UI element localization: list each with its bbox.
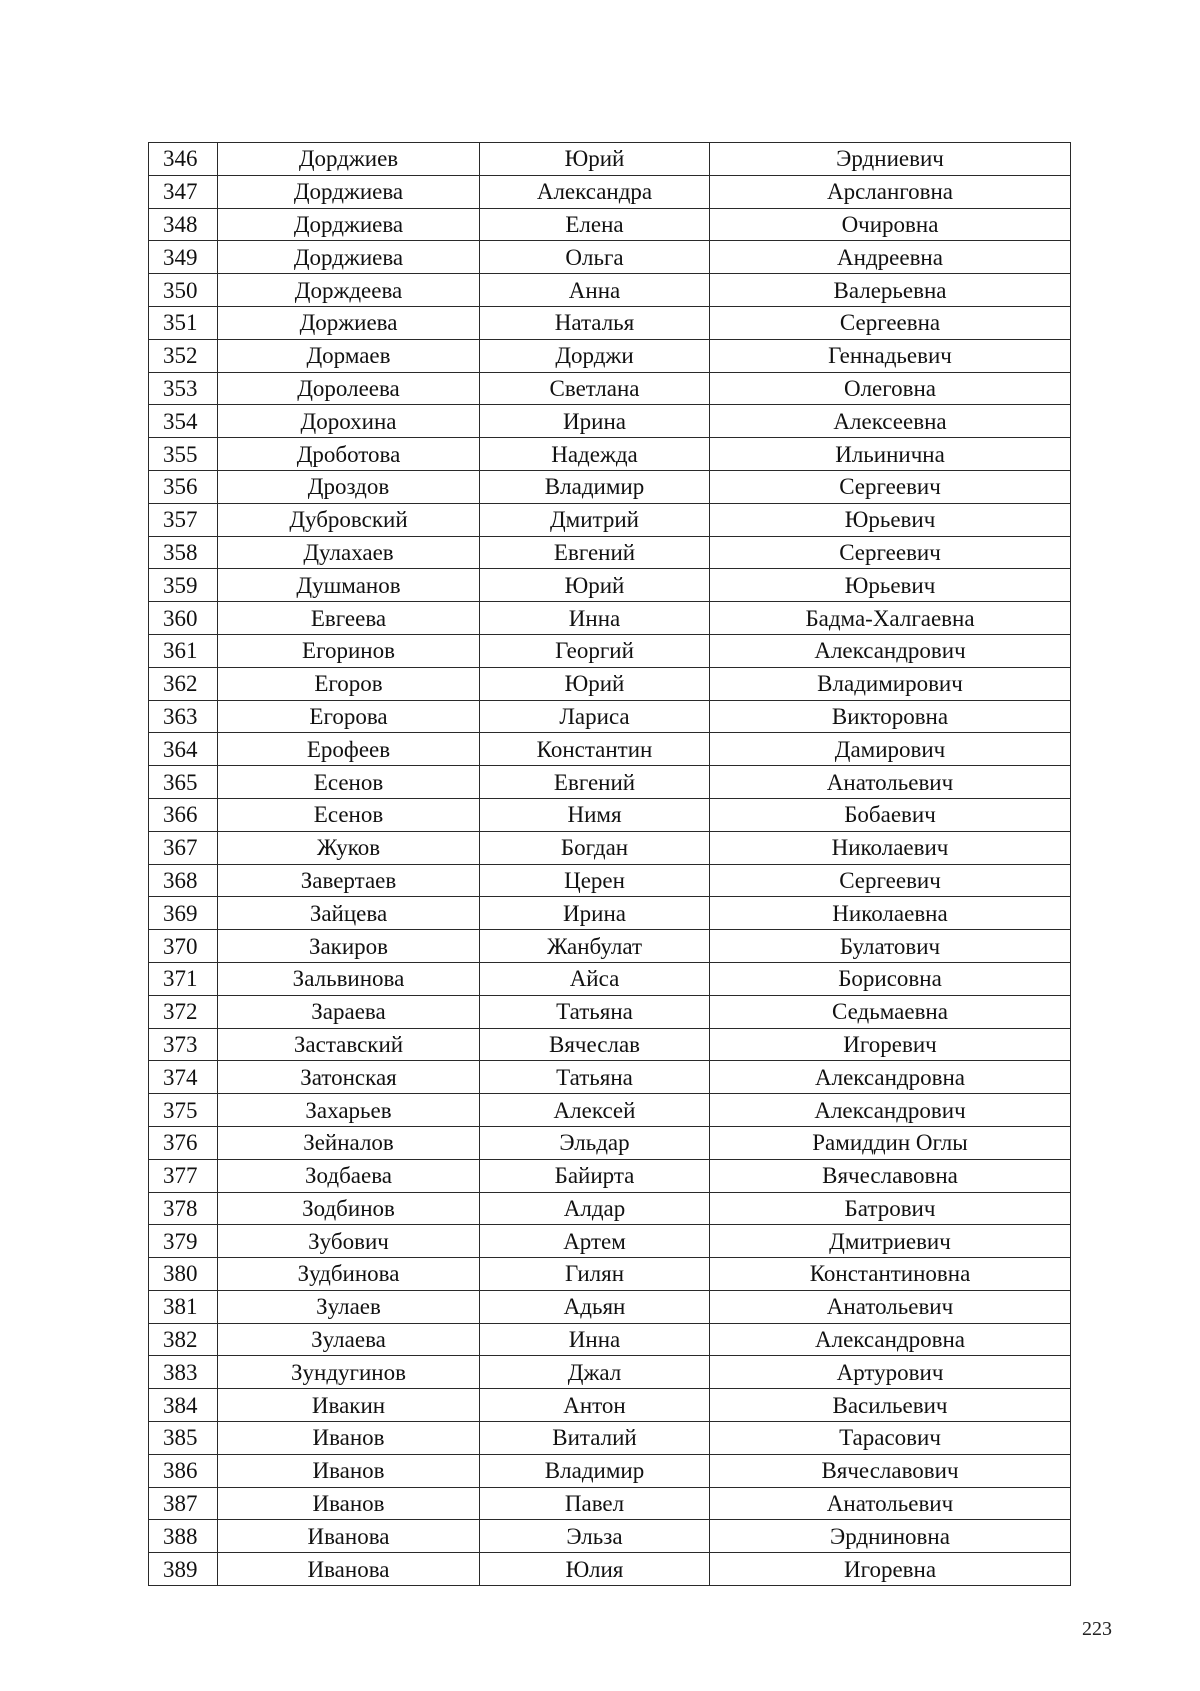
last-name-cell: Ивакин <box>218 1389 480 1422</box>
first-name-cell: Эльза <box>480 1520 710 1553</box>
table-row <box>149 831 1071 864</box>
last-name-cell: Зодбинов <box>218 1192 480 1225</box>
first-name-cell: Эльдар <box>480 1126 710 1159</box>
first-name-cell: Юлия <box>480 1553 710 1586</box>
patronymic-cell: Геннадьевич <box>710 339 1071 372</box>
last-name-cell: Зундугинов <box>218 1356 480 1389</box>
first-name-cell: Юрий <box>480 143 710 176</box>
table-row <box>149 1159 1071 1192</box>
table-row <box>149 175 1071 208</box>
row-number: 361 <box>149 634 218 667</box>
last-name-cell: Зодбаева <box>218 1159 480 1192</box>
patronymic-cell: Николаевна <box>710 897 1071 930</box>
table-row <box>149 602 1071 635</box>
table-row <box>149 634 1071 667</box>
table-row <box>149 864 1071 897</box>
row-number: 366 <box>149 798 218 831</box>
row-number: 387 <box>149 1487 218 1520</box>
last-name-cell: Иванова <box>218 1553 480 1586</box>
row-number: 374 <box>149 1061 218 1094</box>
last-name-cell: Жуков <box>218 831 480 864</box>
row-number: 351 <box>149 306 218 339</box>
first-name-cell: Владимир <box>480 470 710 503</box>
table-row <box>149 798 1071 831</box>
table-row <box>149 1126 1071 1159</box>
patronymic-cell: Александрович <box>710 634 1071 667</box>
last-name-cell: Зулаев <box>218 1290 480 1323</box>
table-row <box>149 470 1071 503</box>
patronymic-cell: Алексеевна <box>710 405 1071 438</box>
last-name-cell: Заставский <box>218 1028 480 1061</box>
last-name-cell: Дорджиева <box>218 208 480 241</box>
table-row <box>149 1520 1071 1553</box>
first-name-cell: Лариса <box>480 700 710 733</box>
row-number: 368 <box>149 864 218 897</box>
last-name-cell: Зудбинова <box>218 1258 480 1291</box>
row-number: 367 <box>149 831 218 864</box>
patronymic-cell: Вячеславович <box>710 1454 1071 1487</box>
patronymic-cell: Викторовна <box>710 700 1071 733</box>
first-name-cell: Айса <box>480 962 710 995</box>
first-name-cell: Антон <box>480 1389 710 1422</box>
row-number: 386 <box>149 1454 218 1487</box>
table-row <box>149 1094 1071 1127</box>
table-row <box>149 143 1071 176</box>
row-number: 373 <box>149 1028 218 1061</box>
table-row <box>149 667 1071 700</box>
table-row <box>149 995 1071 1028</box>
table-row <box>149 1061 1071 1094</box>
first-name-cell: Константин <box>480 733 710 766</box>
table-row <box>149 1290 1071 1323</box>
last-name-cell: Егоров <box>218 667 480 700</box>
table-row <box>149 1487 1071 1520</box>
row-number: 370 <box>149 930 218 963</box>
patronymic-cell: Александрович <box>710 1094 1071 1127</box>
first-name-cell: Джал <box>480 1356 710 1389</box>
patronymic-cell: Эрдниновна <box>710 1520 1071 1553</box>
last-name-cell: Дроздов <box>218 470 480 503</box>
patronymic-cell: Сергеевич <box>710 536 1071 569</box>
table-row <box>149 700 1071 733</box>
row-number: 359 <box>149 569 218 602</box>
patronymic-cell: Бадма-Халгаевна <box>710 602 1071 635</box>
patronymic-cell: Артурович <box>710 1356 1071 1389</box>
table-row <box>149 1192 1071 1225</box>
patronymic-cell: Сергеевна <box>710 306 1071 339</box>
patronymic-cell: Бобаевич <box>710 798 1071 831</box>
patronymic-cell: Александровна <box>710 1323 1071 1356</box>
patronymic-cell: Анатольевич <box>710 1487 1071 1520</box>
patronymic-cell: Игоревна <box>710 1553 1071 1586</box>
patronymic-cell: Вячеславовна <box>710 1159 1071 1192</box>
first-name-cell: Надежда <box>480 438 710 471</box>
row-number: 369 <box>149 897 218 930</box>
row-number: 378 <box>149 1192 218 1225</box>
first-name-cell: Ирина <box>480 405 710 438</box>
last-name-cell: Зараева <box>218 995 480 1028</box>
patronymic-cell: Сергеевич <box>710 864 1071 897</box>
first-name-cell: Алексей <box>480 1094 710 1127</box>
table-row <box>149 733 1071 766</box>
table-row <box>149 766 1071 799</box>
row-number: 352 <box>149 339 218 372</box>
row-number: 363 <box>149 700 218 733</box>
table-row <box>149 372 1071 405</box>
last-name-cell: Егоринов <box>218 634 480 667</box>
first-name-cell: Вячеслав <box>480 1028 710 1061</box>
patronymic-cell: Игоревич <box>710 1028 1071 1061</box>
table-row <box>149 962 1071 995</box>
last-name-cell: Есенов <box>218 766 480 799</box>
table-row <box>149 569 1071 602</box>
first-name-cell: Татьяна <box>480 1061 710 1094</box>
last-name-cell: Затонская <box>218 1061 480 1094</box>
table-row <box>149 306 1071 339</box>
last-name-cell: Дубровский <box>218 503 480 536</box>
last-name-cell: Зайцева <box>218 897 480 930</box>
patronymic-cell: Владимирович <box>710 667 1071 700</box>
patronymic-cell: Седьмаевна <box>710 995 1071 1028</box>
last-name-cell: Иванова <box>218 1520 480 1553</box>
last-name-cell: Иванов <box>218 1454 480 1487</box>
first-name-cell: Владимир <box>480 1454 710 1487</box>
row-number: 388 <box>149 1520 218 1553</box>
patronymic-cell: Эрдниевич <box>710 143 1071 176</box>
names-table-body <box>149 143 1071 1586</box>
row-number: 379 <box>149 1225 218 1258</box>
patronymic-cell: Васильевич <box>710 1389 1071 1422</box>
table-row <box>149 339 1071 372</box>
last-name-cell: Дорджиева <box>218 175 480 208</box>
first-name-cell: Церен <box>480 864 710 897</box>
row-number: 372 <box>149 995 218 1028</box>
first-name-cell: Дмитрий <box>480 503 710 536</box>
patronymic-cell: Сергеевич <box>710 470 1071 503</box>
first-name-cell: Георгий <box>480 634 710 667</box>
patronymic-cell: Анатольевич <box>710 1290 1071 1323</box>
patronymic-cell: Александровна <box>710 1061 1071 1094</box>
first-name-cell: Нимя <box>480 798 710 831</box>
row-number: 353 <box>149 372 218 405</box>
first-name-cell: Богдан <box>480 831 710 864</box>
patronymic-cell: Батрович <box>710 1192 1071 1225</box>
table-row <box>149 1225 1071 1258</box>
table-row <box>149 274 1071 307</box>
patronymic-cell: Валерьевна <box>710 274 1071 307</box>
row-number: 381 <box>149 1290 218 1323</box>
last-name-cell: Егорова <box>218 700 480 733</box>
last-name-cell: Зейналов <box>218 1126 480 1159</box>
table-row <box>149 438 1071 471</box>
first-name-cell: Инна <box>480 602 710 635</box>
patronymic-cell: Константиновна <box>710 1258 1071 1291</box>
patronymic-cell: Анатольевич <box>710 766 1071 799</box>
first-name-cell: Юрий <box>480 569 710 602</box>
last-name-cell: Дроботова <box>218 438 480 471</box>
first-name-cell: Гилян <box>480 1258 710 1291</box>
first-name-cell: Павел <box>480 1487 710 1520</box>
first-name-cell: Инна <box>480 1323 710 1356</box>
row-number: 357 <box>149 503 218 536</box>
row-number: 376 <box>149 1126 218 1159</box>
first-name-cell: Александра <box>480 175 710 208</box>
row-number: 365 <box>149 766 218 799</box>
last-name-cell: Есенов <box>218 798 480 831</box>
first-name-cell: Евгений <box>480 536 710 569</box>
row-number: 350 <box>149 274 218 307</box>
patronymic-cell: Борисовна <box>710 962 1071 995</box>
patronymic-cell: Арсланговна <box>710 175 1071 208</box>
row-number: 377 <box>149 1159 218 1192</box>
table-row <box>149 1258 1071 1291</box>
row-number: 356 <box>149 470 218 503</box>
first-name-cell: Евгений <box>480 766 710 799</box>
last-name-cell: Дорохина <box>218 405 480 438</box>
table-row <box>149 503 1071 536</box>
row-number: 358 <box>149 536 218 569</box>
first-name-cell: Ольга <box>480 241 710 274</box>
patronymic-cell: Тарасович <box>710 1422 1071 1455</box>
table-row <box>149 405 1071 438</box>
table-row <box>149 241 1071 274</box>
first-name-cell: Байирта <box>480 1159 710 1192</box>
last-name-cell: Дорджиева <box>218 241 480 274</box>
row-number: 362 <box>149 667 218 700</box>
table-row <box>149 1422 1071 1455</box>
patronymic-cell: Булатович <box>710 930 1071 963</box>
patronymic-cell: Андреевна <box>710 241 1071 274</box>
first-name-cell: Алдар <box>480 1192 710 1225</box>
last-name-cell: Доржиева <box>218 306 480 339</box>
last-name-cell: Ерофеев <box>218 733 480 766</box>
first-name-cell: Елена <box>480 208 710 241</box>
row-number: 385 <box>149 1422 218 1455</box>
patronymic-cell: Дмитриевич <box>710 1225 1071 1258</box>
last-name-cell: Закиров <box>218 930 480 963</box>
table-row <box>149 1323 1071 1356</box>
table-row <box>149 1389 1071 1422</box>
table-row <box>149 897 1071 930</box>
table-row <box>149 1454 1071 1487</box>
patronymic-cell: Дамирович <box>710 733 1071 766</box>
last-name-cell: Зальвинова <box>218 962 480 995</box>
names-table <box>148 142 1071 1586</box>
first-name-cell: Виталий <box>480 1422 710 1455</box>
last-name-cell: Зубович <box>218 1225 480 1258</box>
row-number: 355 <box>149 438 218 471</box>
last-name-cell: Захарьев <box>218 1094 480 1127</box>
last-name-cell: Дорджиев <box>218 143 480 176</box>
last-name-cell: Дулахаев <box>218 536 480 569</box>
last-name-cell: Душманов <box>218 569 480 602</box>
row-number: 375 <box>149 1094 218 1127</box>
row-number: 347 <box>149 175 218 208</box>
table-row <box>149 208 1071 241</box>
patronymic-cell: Рамиддин Оглы <box>710 1126 1071 1159</box>
first-name-cell: Татьяна <box>480 995 710 1028</box>
first-name-cell: Артем <box>480 1225 710 1258</box>
first-name-cell: Жанбулат <box>480 930 710 963</box>
last-name-cell: Дорждеева <box>218 274 480 307</box>
first-name-cell: Наталья <box>480 306 710 339</box>
last-name-cell: Дормаев <box>218 339 480 372</box>
row-number: 383 <box>149 1356 218 1389</box>
row-number: 348 <box>149 208 218 241</box>
row-number: 349 <box>149 241 218 274</box>
table-row <box>149 1028 1071 1061</box>
first-name-cell: Дорджи <box>480 339 710 372</box>
patronymic-cell: Николаевич <box>710 831 1071 864</box>
first-name-cell: Анна <box>480 274 710 307</box>
table-row <box>149 1356 1071 1389</box>
patronymic-cell: Олеговна <box>710 372 1071 405</box>
table-row <box>149 536 1071 569</box>
row-number: 371 <box>149 962 218 995</box>
row-number: 389 <box>149 1553 218 1586</box>
table-row <box>149 930 1071 963</box>
table-row <box>149 1553 1071 1586</box>
first-name-cell: Адьян <box>480 1290 710 1323</box>
row-number: 380 <box>149 1258 218 1291</box>
first-name-cell: Юрий <box>480 667 710 700</box>
first-name-cell: Ирина <box>480 897 710 930</box>
row-number: 360 <box>149 602 218 635</box>
patronymic-cell: Очировна <box>710 208 1071 241</box>
row-number: 364 <box>149 733 218 766</box>
last-name-cell: Завертаев <box>218 864 480 897</box>
patronymic-cell: Юрьевич <box>710 569 1071 602</box>
last-name-cell: Зулаева <box>218 1323 480 1356</box>
last-name-cell: Иванов <box>218 1422 480 1455</box>
last-name-cell: Иванов <box>218 1487 480 1520</box>
last-name-cell: Доролеева <box>218 372 480 405</box>
last-name-cell: Евгеева <box>218 602 480 635</box>
page-number: 223 <box>1082 1618 1112 1640</box>
patronymic-cell: Юрьевич <box>710 503 1071 536</box>
first-name-cell: Светлана <box>480 372 710 405</box>
row-number: 346 <box>149 143 218 176</box>
row-number: 384 <box>149 1389 218 1422</box>
row-number: 354 <box>149 405 218 438</box>
patronymic-cell: Ильинична <box>710 438 1071 471</box>
row-number: 382 <box>149 1323 218 1356</box>
